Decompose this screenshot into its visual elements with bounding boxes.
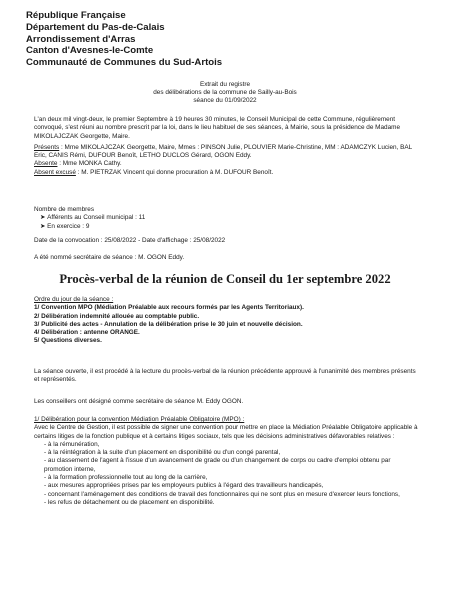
section-mpo-bullet: - les refus de détachement ou de placement en disponibilité. [44, 498, 215, 506]
ordre-item: 3/ Publicité des actes - Annulation de la délibération prise le 30 juin et nouvelle décision. [34, 320, 303, 328]
presents-text: : Mme MIKOLAJCZAK Georgette, Maire, Mmes : PINSON Julie, PLOUVIER Marie-Christine, MM : ADAMCZYK Lucien, BAL Eric, CANIS Rémi, DUFOUR Benoît, LETHO DUCLOS Gérard, OGON Eddy. [34, 143, 412, 160]
section-mpo-bullet: - à la réintégration à la suite d'un placement en disponibilité ou d'un congé parental, [44, 449, 281, 457]
extract-line-seance: séance du 01/09/2022 [193, 97, 257, 105]
excuse-line [34, 169, 420, 177]
membres-block [34, 206, 420, 231]
presents-label: Présents [34, 143, 60, 151]
membres-exercice: En exercice : 9 [47, 222, 90, 230]
section-mpo-bullet: - concernant l'aménagement des conditions de travail des fonctionnaires qui ne sont plus en mesure d'exercer leurs fonctions, [44, 490, 400, 498]
ordre-item: 5/ Questions diverses. [34, 337, 102, 345]
page-title: Procès-verbal de la réunion de Conseil du 1er septembre 2022 [59, 272, 391, 286]
header-arrondissement: Arrondissement d'Arras [26, 33, 136, 45]
absente-line [34, 160, 420, 168]
seance-paragraph: La séance ouverte, il est procédé à la lecture du procès-verbal de la réunion précédente approuvé à l'unanimité des membres présents et représentés. [34, 368, 416, 384]
section-mpo-paragraph: Avec le Centre de Gestion, il est possible de signer une convention pour mettre en place la Médiation Préalable Obligatoire applicable à certains litiges de la fonction publique et à certains litiges sociaux, tels que les décisions administratives défavorables relatives : [34, 424, 418, 440]
header-departement: Département du Pas-de-Calais [26, 21, 165, 33]
section-mpo-title: 1/ Délibération pour la convention Médiation Préalable Obligatoire (MPO) : [34, 416, 245, 423]
header-canton: Canton d'Avesnes-le-Comte [26, 45, 154, 57]
intro-block [34, 116, 420, 177]
section-mpo [34, 416, 420, 507]
secretaire-paragraph: Les conseillers ont désigné comme secrétaire de séance M. Eddy OGON. [34, 398, 244, 405]
extract-line-registre: Extrait du registre [199, 81, 251, 88]
ordre-item: 1/ Convention MPO (Médiation Préalable aux recours formés par les Agents Territoriaux). [34, 304, 304, 312]
presents-line [34, 144, 420, 161]
intro-paragraph: L'an deux mil vingt-deux, le premier Septembre à 19 heures 30 minutes, le Conseil Municipal de cette Commune, régulièrement convoqué, s'est réuni au nombre prescrit par la loi, dans le lieu habituel de ses séances, à Mairie, sous la présidence de Madame MIKOLAJCZAK Georgette, Maire. [34, 116, 401, 140]
letterhead [26, 10, 222, 69]
membres-afferents: Afférents au Conseil municipal : 11 [47, 214, 146, 222]
membres-item: ➤ En exercice : 9 [40, 222, 90, 230]
secretaire-line: A été nommé secrétaire de séance : M. OGON Eddy. [34, 254, 185, 261]
header-republique: République Française [26, 10, 126, 21]
ordre-du-jour [34, 296, 420, 346]
membres-title: Nombre de membres [34, 206, 95, 213]
ordre-title: Ordre du jour de la séance : [34, 296, 114, 303]
dates-line: Date de la convocation : 25/08/2022 - Date d'affichage : 25/08/2022 [34, 237, 226, 244]
ordre-item: 2/ Délibération indemnité allouée au comptable public. [34, 312, 200, 320]
section-mpo-bullet: - au classement de l'agent à l'issue d'un avancement de grade ou d'un changement de corps ou cadre d'emploi obtenu par promotion interne, [44, 457, 391, 473]
header-communaute: Communauté de Communes du Sud-Artois [26, 57, 223, 69]
membres-item: ➤ Afférents au Conseil municipal : 11 [40, 214, 146, 222]
section-mpo-bullet: - à la formation professionnelle tout au long de la carrière, [44, 474, 208, 482]
extract-line-deliberations: des délibérations de la commune de Sailly-au-Bois [153, 89, 297, 97]
ordre-item: 4/ Délibération : antenne ORANGE. [34, 329, 140, 337]
absente-label: Absente [34, 160, 58, 168]
excuse-label: Absent excusé [34, 168, 76, 176]
section-mpo-bullet: - aux mesures appropriées prises par les employeurs publics à l'égard des travailleurs handicapés, [44, 482, 324, 490]
extract-heading [0, 81, 450, 106]
absente-text: : Mme MONKA Cathy. [57, 160, 122, 168]
section-mpo-bullet: - à la rémunération, [44, 440, 100, 448]
excuse-text: : M. PIETRZAK Vincent qui donne procuration à M. DUFOUR Benoît. [75, 168, 274, 176]
